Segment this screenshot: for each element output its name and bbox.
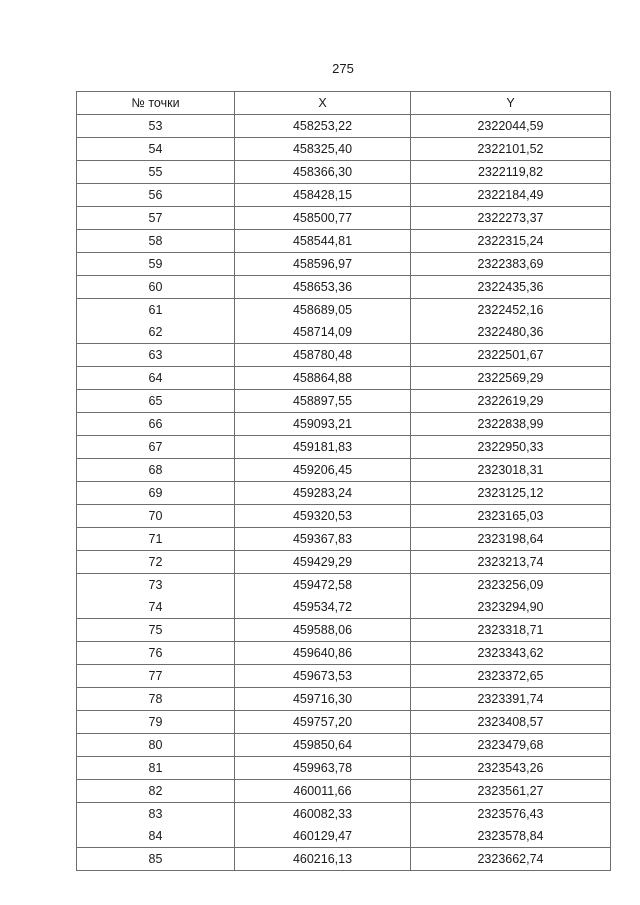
cell-x: 458864,88 (235, 367, 411, 390)
cell-point-number: 80 (77, 734, 235, 757)
cell-point-number: 54 (77, 138, 235, 161)
cell-y: 2323391,74 (411, 688, 611, 711)
cell-point-number: 72 (77, 551, 235, 574)
cell-x: 459673,53 (235, 665, 411, 688)
table-row (77, 619, 611, 642)
cell-x: 459534,72 (235, 596, 411, 619)
cell-x: 458897,55 (235, 390, 411, 413)
cell-point-number: 74 (77, 596, 235, 619)
cell-y: 2323343,62 (411, 642, 611, 665)
table-row (77, 436, 611, 459)
cell-point-number: 73 (77, 574, 235, 597)
cell-point-number: 65 (77, 390, 235, 413)
cell-point-number: 64 (77, 367, 235, 390)
cell-y: 2323543,26 (411, 757, 611, 780)
cell-x: 458596,97 (235, 253, 411, 276)
cell-x: 458714,09 (235, 321, 411, 344)
table-row (77, 367, 611, 390)
cell-point-number: 75 (77, 619, 235, 642)
cell-x: 459588,06 (235, 619, 411, 642)
cell-y: 2322101,52 (411, 138, 611, 161)
table-row (77, 299, 611, 322)
table-row (77, 207, 611, 230)
cell-point-number: 66 (77, 413, 235, 436)
cell-point-number: 68 (77, 459, 235, 482)
table-row (77, 161, 611, 184)
cell-y: 2322569,29 (411, 367, 611, 390)
table-row (77, 734, 611, 757)
cell-y: 2323294,90 (411, 596, 611, 619)
header-x: X (235, 92, 411, 115)
cell-x: 459640,86 (235, 642, 411, 665)
cell-y: 2323198,64 (411, 528, 611, 551)
cell-point-number: 56 (77, 184, 235, 207)
table-row (77, 551, 611, 574)
table-row (77, 459, 611, 482)
cell-point-number: 60 (77, 276, 235, 299)
cell-y: 2322452,16 (411, 299, 611, 322)
table-row (77, 688, 611, 711)
cell-y: 2323018,31 (411, 459, 611, 482)
table-row (77, 711, 611, 734)
table-row (77, 276, 611, 299)
cell-x: 459283,24 (235, 482, 411, 505)
cell-point-number: 71 (77, 528, 235, 551)
cell-point-number: 78 (77, 688, 235, 711)
cell-x: 459206,45 (235, 459, 411, 482)
cell-y: 2322501,67 (411, 344, 611, 367)
cell-y: 2322184,49 (411, 184, 611, 207)
coordinates-table (76, 91, 611, 871)
cell-x: 459093,21 (235, 413, 411, 436)
cell-point-number: 70 (77, 505, 235, 528)
cell-point-number: 61 (77, 299, 235, 322)
cell-point-number: 55 (77, 161, 235, 184)
cell-x: 459367,83 (235, 528, 411, 551)
cell-x: 458780,48 (235, 344, 411, 367)
table-body (77, 115, 611, 871)
cell-x: 458653,36 (235, 276, 411, 299)
cell-y: 2322315,24 (411, 230, 611, 253)
table-row (77, 138, 611, 161)
cell-y: 2323256,09 (411, 574, 611, 597)
cell-point-number: 77 (77, 665, 235, 688)
cell-point-number: 62 (77, 321, 235, 344)
table-row (77, 757, 611, 780)
cell-y: 2322273,37 (411, 207, 611, 230)
cell-y: 2322950,33 (411, 436, 611, 459)
cell-y: 2323576,43 (411, 803, 611, 826)
cell-x: 459757,20 (235, 711, 411, 734)
header-point-number: № точки (77, 92, 235, 115)
cell-point-number: 53 (77, 115, 235, 138)
table-row (77, 253, 611, 276)
cell-x: 460082,33 (235, 803, 411, 826)
cell-x: 458544,81 (235, 230, 411, 253)
cell-x: 458325,40 (235, 138, 411, 161)
table-row (77, 115, 611, 138)
cell-x: 460216,13 (235, 848, 411, 871)
cell-point-number: 84 (77, 825, 235, 848)
cell-point-number: 83 (77, 803, 235, 826)
table-row (77, 642, 611, 665)
cell-point-number: 69 (77, 482, 235, 505)
table-row (77, 665, 611, 688)
cell-x: 459716,30 (235, 688, 411, 711)
cell-y: 2322480,36 (411, 321, 611, 344)
table-row (77, 528, 611, 551)
cell-y: 2322435,36 (411, 276, 611, 299)
cell-y: 2323578,84 (411, 825, 611, 848)
cell-y: 2323372,65 (411, 665, 611, 688)
cell-y: 2322838,99 (411, 413, 611, 436)
cell-point-number: 79 (77, 711, 235, 734)
cell-x: 459472,58 (235, 574, 411, 597)
cell-x: 458500,77 (235, 207, 411, 230)
cell-y: 2323561,27 (411, 780, 611, 803)
table-row (77, 574, 611, 597)
cell-point-number: 81 (77, 757, 235, 780)
cell-y: 2323408,57 (411, 711, 611, 734)
cell-point-number: 76 (77, 642, 235, 665)
table-row (77, 803, 611, 826)
cell-x: 458366,30 (235, 161, 411, 184)
cell-point-number: 58 (77, 230, 235, 253)
table-row (77, 596, 611, 619)
cell-y: 2323318,71 (411, 619, 611, 642)
cell-x: 458689,05 (235, 299, 411, 322)
cell-y: 2323165,03 (411, 505, 611, 528)
cell-x: 460129,47 (235, 825, 411, 848)
table-row (77, 825, 611, 848)
table-row (77, 780, 611, 803)
cell-x: 458428,15 (235, 184, 411, 207)
cell-point-number: 67 (77, 436, 235, 459)
cell-y: 2323125,12 (411, 482, 611, 505)
table-row (77, 413, 611, 436)
table-row (77, 848, 611, 871)
cell-x: 459181,83 (235, 436, 411, 459)
cell-point-number: 59 (77, 253, 235, 276)
cell-x: 459963,78 (235, 757, 411, 780)
cell-point-number: 82 (77, 780, 235, 803)
cell-x: 459320,53 (235, 505, 411, 528)
table-row (77, 230, 611, 253)
cell-x: 459429,29 (235, 551, 411, 574)
table-header-row (77, 92, 611, 115)
cell-point-number: 57 (77, 207, 235, 230)
table-row (77, 390, 611, 413)
table-row (77, 344, 611, 367)
cell-y: 2323662,74 (411, 848, 611, 871)
table-row (77, 505, 611, 528)
cell-y: 2323213,74 (411, 551, 611, 574)
cell-point-number: 85 (77, 848, 235, 871)
cell-y: 2322044,59 (411, 115, 611, 138)
cell-point-number: 63 (77, 344, 235, 367)
cell-x: 458253,22 (235, 115, 411, 138)
table-row (77, 321, 611, 344)
cell-x: 460011,66 (235, 780, 411, 803)
header-y: Y (411, 92, 611, 115)
cell-y: 2322383,69 (411, 253, 611, 276)
cell-y: 2322119,82 (411, 161, 611, 184)
table-row (77, 184, 611, 207)
cell-y: 2323479,68 (411, 734, 611, 757)
page-number: 275 (332, 61, 354, 76)
cell-y: 2322619,29 (411, 390, 611, 413)
cell-x: 459850,64 (235, 734, 411, 757)
table-row (77, 482, 611, 505)
